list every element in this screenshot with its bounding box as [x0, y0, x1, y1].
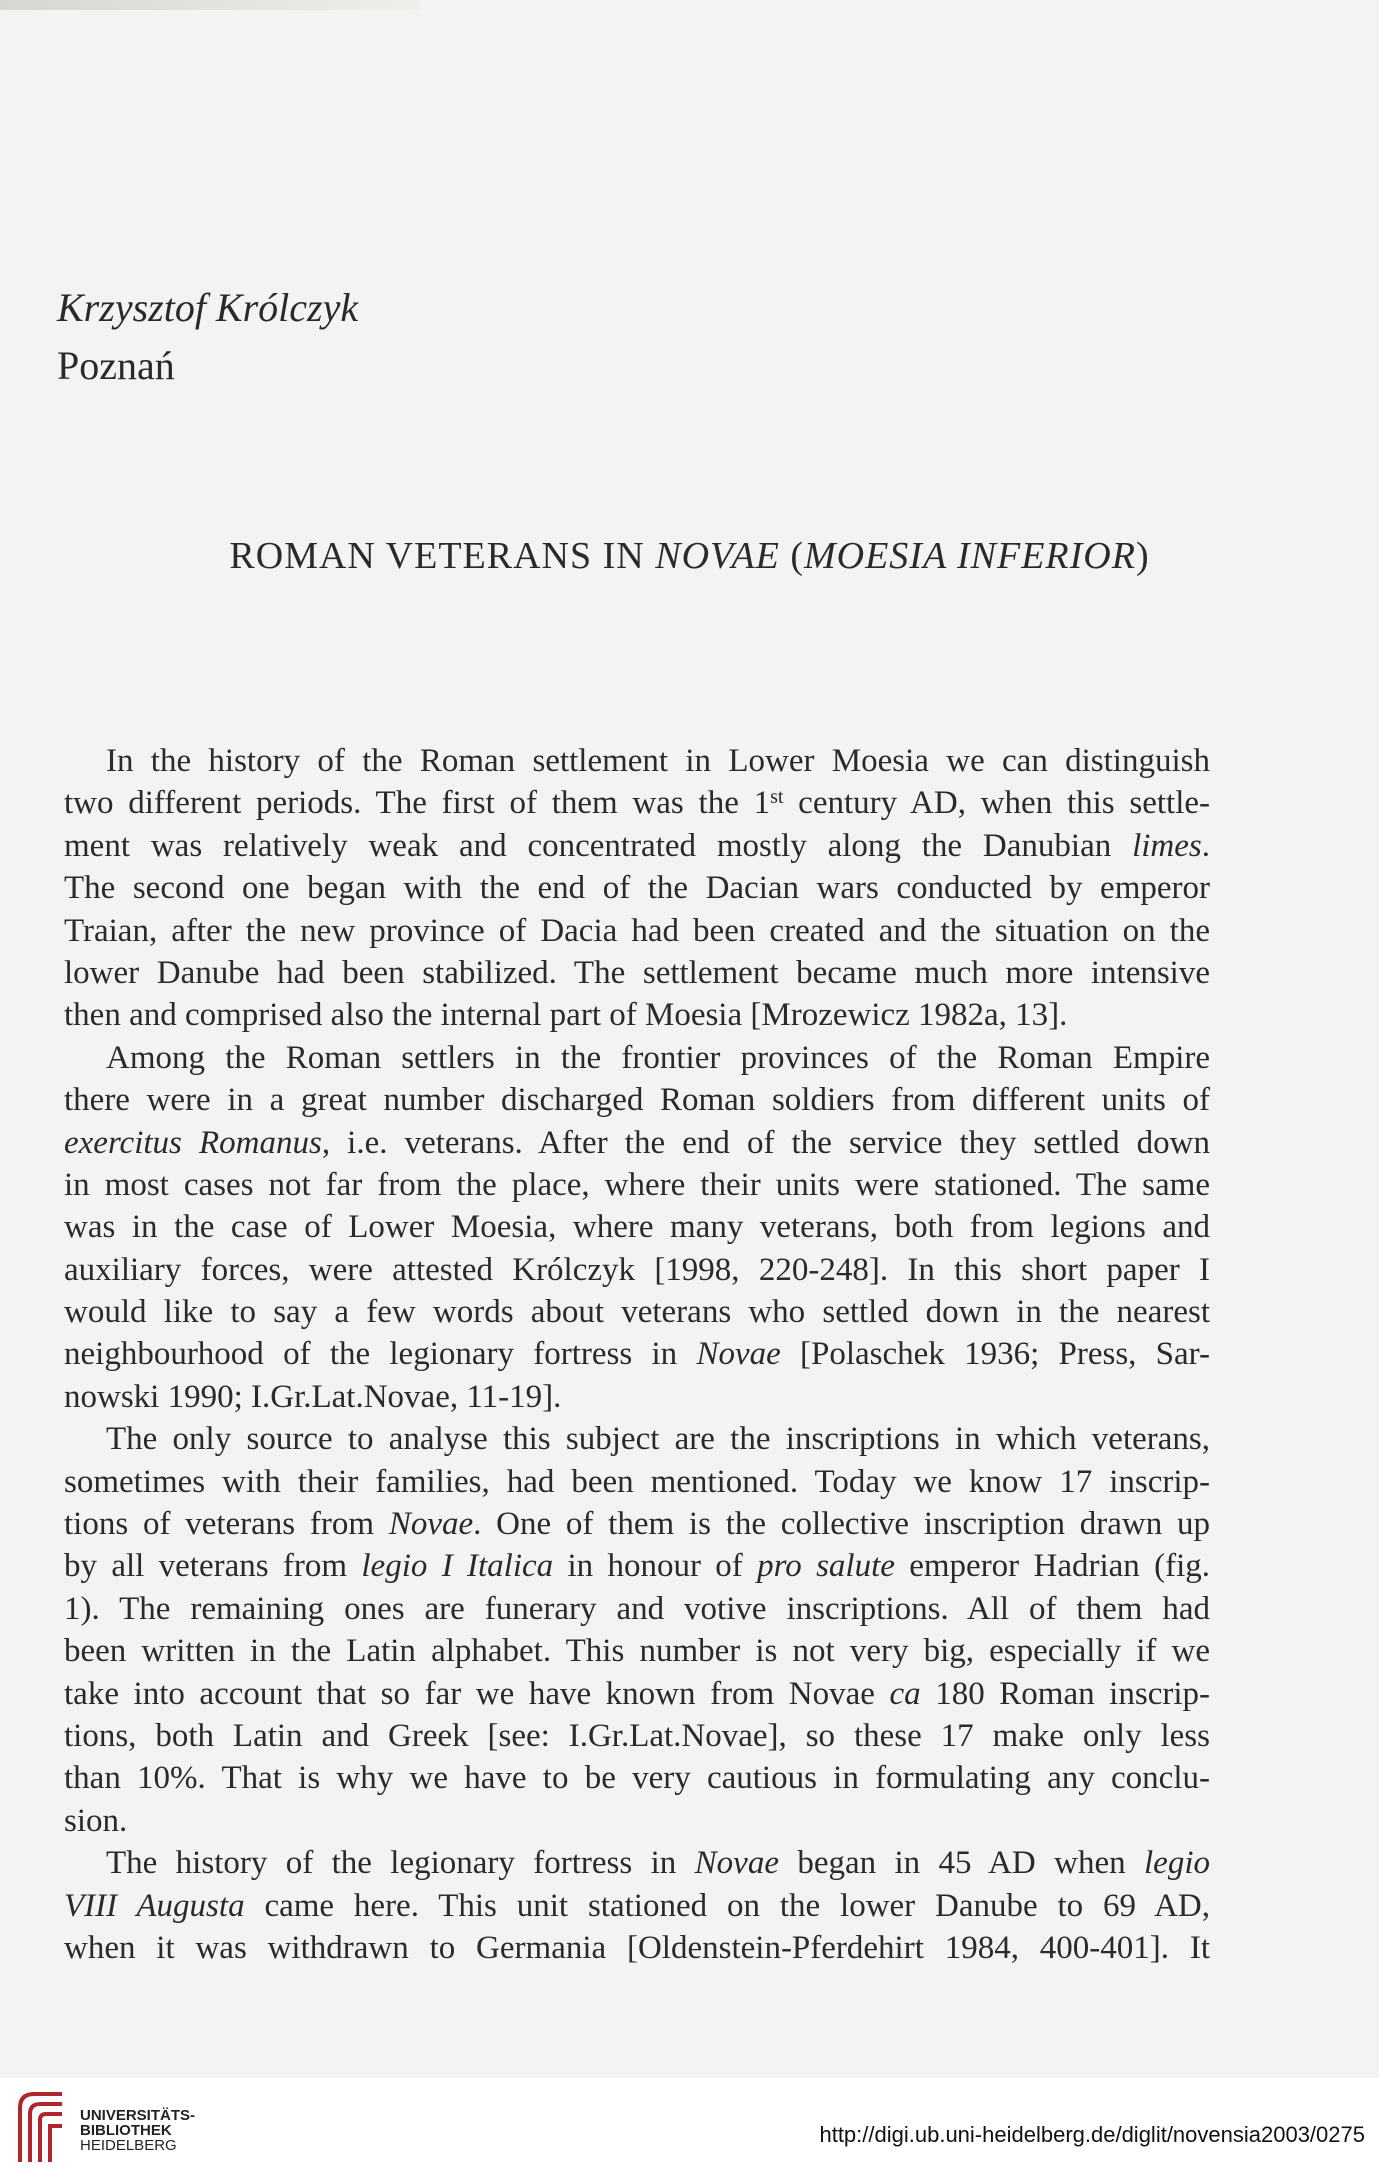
text-run: Among the Roman settlers in the frontier provinces of the Roman Empire — [106, 1039, 1210, 1076]
text-run: there were in a great number discharged Roman soldiers from different units of — [64, 1082, 1210, 1119]
text-line — [64, 1291, 1210, 1333]
text-run: auxiliary forces, were attested Królczyk [1998, 220-248]. In this short paper I — [64, 1251, 1210, 1288]
text-run: sometimes with their families, had been mentioned. Today we know 17 inscrip- — [64, 1463, 1210, 1500]
text-run: The only source to analyse this subject are the inscriptions in which veterans, — [106, 1421, 1210, 1458]
text-run: tions of veterans from — [64, 1506, 389, 1543]
text-line — [64, 1461, 1210, 1503]
text-run: came here. This unit stationed on the lower Danube to 69 AD, — [244, 1887, 1211, 1924]
text-line — [64, 1673, 1210, 1715]
text-line — [64, 1757, 1210, 1799]
italic-text: limes — [1132, 827, 1202, 864]
text-line — [64, 1333, 1210, 1375]
text-line — [64, 740, 1210, 782]
text-run: than 10%. That is why we have to be very cautious in formulating any conclu- — [64, 1760, 1210, 1797]
text-line — [64, 1545, 1210, 1587]
italic-text: legio I Italica — [361, 1548, 554, 1585]
text-line — [64, 867, 1210, 909]
author-city: Poznań — [57, 343, 175, 388]
text-run: emperor Hadrian (fig. — [894, 1548, 1211, 1585]
italic-text: Novae — [388, 1506, 474, 1543]
text-line — [64, 782, 1210, 824]
superscript: st — [770, 786, 784, 809]
text-run: The second one began with the end of the Dacian wars conducted by emperor — [64, 870, 1210, 907]
scan-edge — [0, 0, 420, 10]
text-line — [64, 952, 1210, 994]
text-run: began in 45 AD when — [778, 1845, 1144, 1882]
text-run: then and comprised also the internal part of Moesia [Mrozewicz 1982a, 13]. — [64, 997, 1068, 1034]
text-run: when it was withdrawn to Germania [Oldenstein-Pferdehirt 1984, 400-401]. It — [64, 1929, 1210, 1966]
text-line — [64, 1588, 1210, 1630]
text-run: been written in the Latin alphabet. This number is not very big, especially if we — [64, 1633, 1210, 1670]
library-name — [80, 2108, 195, 2153]
text-run: two different periods. The first of them was the 1 — [64, 785, 771, 822]
text-run: . — [1201, 827, 1210, 864]
text-run: [Polaschek 1936; Press, Sar- — [780, 1336, 1210, 1373]
text-run: In the history of the Roman settlement in Lower Moesia we can distinguish — [106, 743, 1210, 779]
text-line — [64, 1249, 1210, 1291]
text-run: 1). The remaining ones are funerary and votive inscriptions. All of them had — [64, 1590, 1210, 1627]
text-run: Traian, after the new province of Dacia had been created and the situation on the — [64, 912, 1210, 949]
text-line — [64, 1715, 1210, 1757]
text-run: lower Danube had been stabilized. The settlement became much more intensive — [64, 954, 1210, 991]
italic-text: Novae — [696, 1336, 781, 1373]
body-text — [64, 740, 1210, 1969]
italic-text: VIII Augusta — [64, 1887, 245, 1924]
text-line — [64, 825, 1210, 867]
text-line — [64, 1418, 1210, 1460]
text-line — [64, 1079, 1210, 1121]
author-name: Krzysztof Królczyk — [57, 285, 359, 330]
text-run: was in the case of Lower Moesia, where many veterans, both from legions and — [64, 1209, 1210, 1246]
text-line — [64, 1927, 1210, 1969]
text-line — [64, 1800, 1210, 1842]
text-run: tions, both Latin and Greek [see: I.Gr.Lat.Novae], so these 17 make only less — [64, 1717, 1210, 1754]
text-line — [64, 1164, 1210, 1206]
text-run: would like to say a few words about veterans who settled down in the nearest — [64, 1294, 1210, 1331]
library-name-line: UNIVERSITÄTS- — [80, 2107, 196, 2124]
text-run: neighbourhood of the legionary fortress in — [64, 1336, 697, 1373]
text-line — [64, 1122, 1210, 1164]
text-run: sion. — [64, 1802, 128, 1839]
text-line — [64, 910, 1210, 952]
source-url-link[interactable]: http://digi.ub.uni-heidelberg.de/diglit/novensia2003/0275 — [819, 2122, 1365, 2147]
text-line — [64, 1885, 1210, 1927]
text-line — [64, 1630, 1210, 1672]
text-run: nowski 1990; I.Gr.Lat.Novae, 11-19]. — [64, 1378, 562, 1415]
text-line — [64, 1503, 1210, 1545]
title-part: ROMAN VETERANS IN — [229, 535, 656, 577]
text-run: in honour of — [553, 1548, 758, 1585]
text-run: in most cases not far from the place, where their units were stationed. The same — [64, 1166, 1210, 1203]
italic-text: exercitus Romanus — [64, 1124, 322, 1161]
library-logo-icon — [14, 2086, 68, 2166]
text-run: . One of them is the collective inscription drawn up — [473, 1506, 1210, 1543]
italic-text: pro salute — [757, 1548, 895, 1585]
text-line — [64, 1206, 1210, 1248]
text-run: take into account that so far we have known from Novae — [64, 1675, 890, 1712]
library-name-line: BIBLIOTHEK — [80, 2122, 172, 2139]
italic-text: legio — [1144, 1845, 1210, 1882]
text-line — [64, 994, 1210, 1036]
text-run: , i.e. veterans. After the end of the service they settled down — [321, 1124, 1211, 1161]
title-part: NOVAE — [655, 535, 780, 577]
title-part: ) — [1135, 535, 1150, 577]
text-line — [64, 1842, 1210, 1884]
text-run: century AD, when this settle- — [783, 785, 1210, 822]
text-line — [64, 1037, 1210, 1079]
library-name-line: HEIDELBERG — [80, 2137, 177, 2154]
italic-text: ca — [889, 1675, 921, 1712]
text-run: ment was relatively weak and concentrated mostly along the Danubian — [64, 827, 1133, 864]
paper-title — [0, 537, 1379, 575]
text-line — [64, 1376, 1210, 1418]
text-run: 180 Roman inscrip- — [920, 1675, 1210, 1712]
text-run: by all veterans from — [64, 1548, 362, 1585]
italic-text: Novae — [694, 1845, 779, 1882]
title-part: ( — [779, 535, 804, 577]
text-run: The history of the legionary fortress in — [106, 1845, 695, 1882]
title-part: MOESIA INFERIOR — [804, 535, 1136, 577]
